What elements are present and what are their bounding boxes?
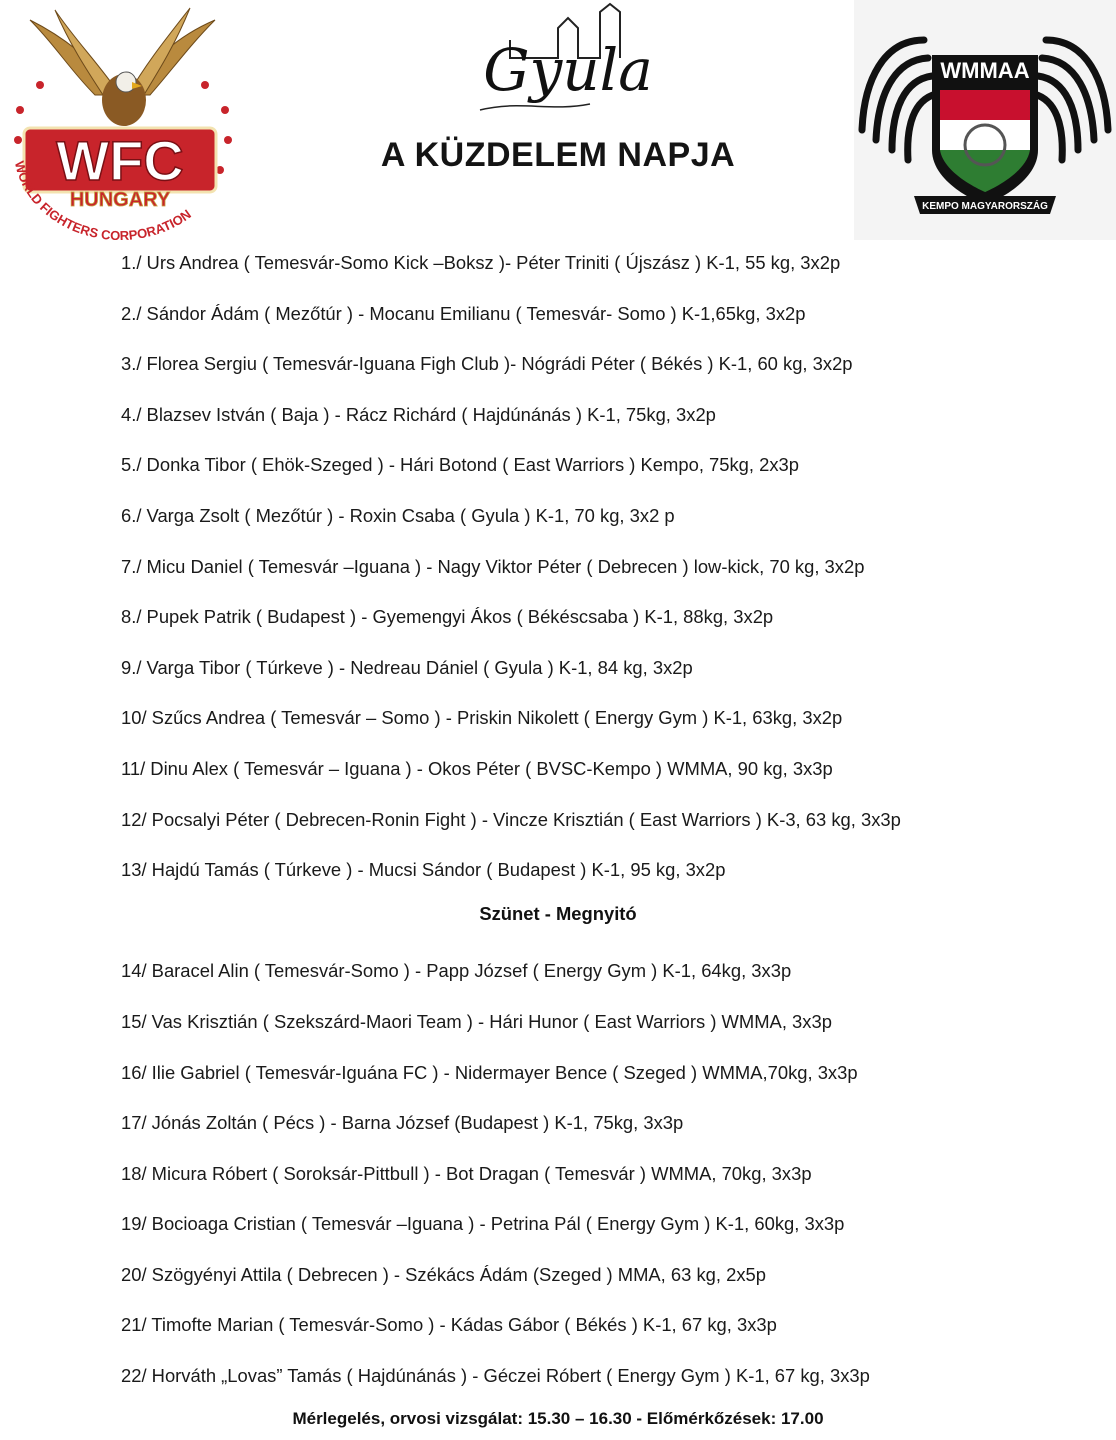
bout-row: 19/ Bocioaga Cristian ( Temesvár –Iguana ) - Petrina Pál ( Energy Gym ) K-1, 60kg, 3x3p [121, 1213, 845, 1235]
break-heading: Szünet - Megnyitó [479, 903, 637, 924]
wmmaa-logo-ring-text: KEMPO MAGYARORSZÁG [922, 201, 1048, 212]
bout-row: 1./ Urs Andrea ( Temesvár-Somo Kick –Boksz )- Péter Triniti ( Újszász ) K-1, 55 kg, 3x2p [121, 252, 841, 273]
bout-row: 16/ Ilie Gabriel ( Temesvár-Iguána FC ) - Nidermayer Bence ( Szeged ) WMMA,70kg, 3x3p [121, 1061, 858, 1083]
wfc-logo-subtext: HUNGARY [69, 189, 171, 211]
wmmaa-logo-text: WMMAA [940, 58, 1030, 83]
bout-row: 2./ Sándor Ádám ( Mezőtúr ) - Mocanu Emilianu ( Temesvár- Somo ) K-1,65kg, 3x2p [121, 302, 806, 324]
bout-row: 13/ Hajdú Tamás ( Túrkeve ) - Mucsi Sándor ( Budapest ) K-1, 95 kg, 3x2p [121, 859, 726, 881]
wmmaa-kempo-logo [854, 0, 1116, 240]
bout-row: 15/ Vas Krisztián ( Szekszárd-Maori Team ) - Hári Hunor ( East Warriors ) WMMA, 3x3p [121, 1010, 832, 1032]
bout-row: 5./ Donka Tibor ( Ehök-Szeged ) - Hári Botond ( East Warriors ) Kempo, 75kg, 2x3p [121, 454, 800, 476]
gyula-town-logo [440, 0, 680, 130]
bout-row: 20/ Szögyényi Attila ( Debrecen ) - Székács Ádám (Szeged ) MMA, 63 kg, 2x5p [121, 1263, 766, 1285]
bout-list [121, 246, 1081, 1410]
bout-row: 17/ Jónás Zoltán ( Pécs ) - Barna József (Budapest ) K-1, 75kg, 3x3p [121, 1112, 684, 1134]
bout-row: 7./ Micu Daniel ( Temesvár –Iguana ) - Nagy Viktor Péter ( Debrecen ) low-kick, 70 kg, 3x2p [121, 555, 865, 577]
page-title: A KÜZDELEM NAPJA [380, 136, 736, 174]
bout-row: 10/ Szűcs Andrea ( Temesvár – Somo ) - Priskin Nikolett ( Energy Gym ) K-1, 63kg, 3x2p [121, 707, 843, 729]
bout-row: 4./ Blazsev István ( Baja ) - Rácz Richárd ( Hajdúnánás ) K-1, 75kg, 3x2p [121, 403, 716, 425]
bout-row: 12/ Pocsalyi Péter ( Debrecen-Ronin Fight ) - Vincze Krisztián ( East Warriors ) K-3, 63 kg, 3x3p [121, 808, 901, 830]
bout-row: 3./ Florea Sergiu ( Temesvár-Iguana Figh Club )- Nógrádi Péter ( Békés ) K-1, 60 kg, 3x2p [121, 353, 853, 375]
bout-row: 9./ Varga Tibor ( Túrkeve ) - Nedreau Dániel ( Gyula ) K-1, 84 kg, 3x2p [121, 656, 693, 678]
schedule-footer: Mérlegelés, orvosi vizsgálat: 15.30 – 16.30 - Előmérkőzések: 17.00 [292, 1409, 824, 1428]
wfc-logo-text: WFC [56, 129, 184, 192]
wfc-logo-ring-text: WORLD FIGHTERS CORPORATION [11, 159, 194, 240]
wfc-hungary-logo [0, 0, 240, 240]
bout-row: 11/ Dinu Alex ( Temesvár – Iguana ) - Okos Péter ( BVSC-Kempo ) WMMA, 90 kg, 3x3p [121, 757, 833, 779]
bout-row: 18/ Micura Róbert ( Soroksár-Pittbull ) - Bot Dragan ( Temesvár ) WMMA, 70kg, 3x3p [121, 1162, 812, 1184]
bout-row: 22/ Horváth „Lovas” Tamás ( Hajdúnánás ) - Géczei Róbert ( Energy Gym ) K-1, 67 kg, 3x3p [121, 1365, 870, 1387]
bout-row: 14/ Baracel Alin ( Temesvár-Somo ) - Papp József ( Energy Gym ) K-1, 64kg, 3x3p [121, 960, 792, 982]
gyula-logo-text: Gyula [483, 36, 653, 104]
bout-row: 21/ Timofte Marian ( Temesvár-Somo ) - Kádas Gábor ( Békés ) K-1, 67 kg, 3x3p [121, 1314, 777, 1336]
bout-row: 8./ Pupek Patrik ( Budapest ) - Gyemengyi Ákos ( Békéscsaba ) K-1, 88kg, 3x2p [121, 606, 774, 628]
bout-row: 6./ Varga Zsolt ( Mezőtúr ) - Roxin Csaba ( Gyula ) K-1, 70 kg, 3x2 p [121, 504, 675, 526]
